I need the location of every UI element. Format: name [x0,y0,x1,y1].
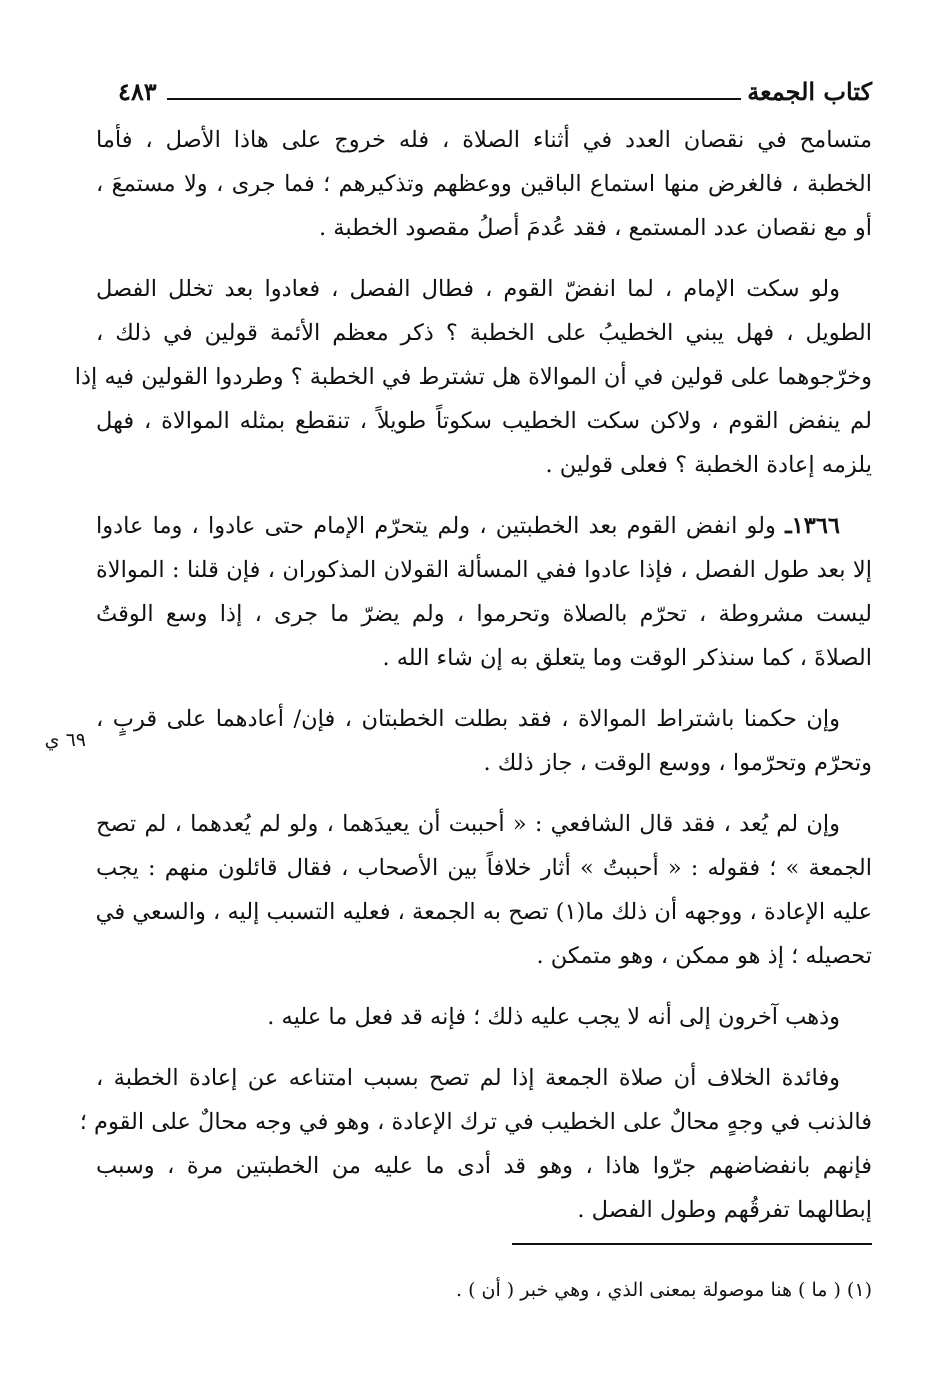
text-line: ليست مشروطة ، تحرّم بالصلاة وتحرموا ، ولم يضرّ ما جرى ، إذا وسع الوقتُ [96,601,872,627]
text-line: فالذنب في وجهٍ محالٌ على الخطيب في ترك الإعادة ، وهو في وجه محالٌ على القوم ؛ [79,1109,872,1135]
text-line: إبطالهما تفرقُهم وطول الفصل . [577,1197,872,1223]
text-line: الطويل ، فهل يبني الخطيبُ على الخطبة ؟ ذكر معظم الأئمة قولين في ذلك ، [96,320,872,346]
paragraph-number: ١٣٦٦ـ [785,513,840,539]
chapter-title: كتاب الجمعة [747,77,872,106]
header-rule [167,98,742,100]
paragraph [96,995,872,1039]
text-line: الخطبة ، فالغرض منها استماع الباقين ووعظهم وتذكيرهم ؛ فما جرى ، ولا مستمعَ ، [96,171,872,197]
text-line: وخرّجوهما على قولين في أن الموالاة هل تشترط في الخطبة ؟ وطردوا القولين فيه إذا [74,364,872,390]
text-line: وتحرّم وتحرّموا ، ووسع الوقت ، جاز ذلك . [483,750,872,776]
text-line [96,504,872,548]
paragraph [74,267,872,487]
text-line: الجمعة » ؛ فقوله : « أحببتُ » أثار خلافاً بين الأصحاب ، فقال قائلون منهم : يجب [96,855,872,881]
paragraph [79,1056,872,1232]
margin-manuscript-ref: ٦٩ ي [44,729,86,751]
text-line: متسامح في نقصان العدد في أثناء الصلاة ، فله خروج على هاذا الأصل ، فأما [96,127,872,153]
paragraph [96,802,872,978]
numbered-paragraph [96,504,872,680]
running-header [118,66,872,106]
paragraph [96,118,872,250]
text-line: لم ينفض القوم ، ولاكن سكت الخطيب سكوتاً طويلاً ، تنقطع بمثله الموالاة ، فهل [96,408,872,434]
text-line: وإن حكمنا باشتراط الموالاة ، فقد بطلت الخطبتان ، فإن/ أعادهما على قربٍ ، [96,706,840,732]
main-text [74,118,872,1232]
text-line: ولو سكت الإمام ، لما انفضّ القوم ، فطال الفصل ، فعادوا بعد تخلل الفصل [96,276,840,302]
text-line: وإن لم يُعد ، فقد قال الشافعي : « أحببت أن يعيدَهما ، ولو لم يُعدهما ، لم تصح [96,811,840,837]
text-line: الصلاةَ ، كما سنذكر الوقت وما يتعلق به إن شاء الله . [382,645,872,671]
text-line: أو مع نقصان عدد المستمع ، فقد عُدمَ أصلُ مقصود الخطبة . [318,215,872,241]
paragraph [96,697,872,785]
text-line: وذهب آخرون إلى أنه لا يجب عليه ذلك ؛ فإنه قد فعل ما عليه . [267,1004,840,1030]
text-line: إلا بعد طول الفصل ، فإذا عادوا ففي المسألة القولان المذكوران ، فإن قلنا : الموالاة [96,557,872,583]
text-line: عليه الإعادة ، ووجهه أن ذلك ما(١) تصح به الجمعة ، فعليه التسبب إليه ، والسعي في [95,899,872,925]
footnote-rule [512,1243,872,1245]
text-line: وفائدة الخلاف أن صلاة الجمعة إذا لم تصح بسبب امتناعه عن إعادة الخطبة ، [96,1065,840,1091]
page-number: ٤٨٣ [118,77,157,106]
footnote: (١) ( ما ) هنا موصولة بمعنى الذي ، وهي خبر ( أن ) . [455,1279,872,1301]
line-text: ولو انفض القوم بعد الخطبتين ، ولم يتحرّم الإمام حتى عادوا ، وما عادوا [96,513,776,539]
text-line: تحصيله ؛ إذ هو ممكن ، وهو متمكن . [536,943,872,969]
text-line: فإنهم بانفضاضهم جرّوا هاذا ، وهو قد أدى ما عليه من الخطبتين مرة ، وسبب [96,1153,872,1179]
text-line: يلزمه إعادة الخطبة ؟ فعلى قولين . [545,452,872,478]
